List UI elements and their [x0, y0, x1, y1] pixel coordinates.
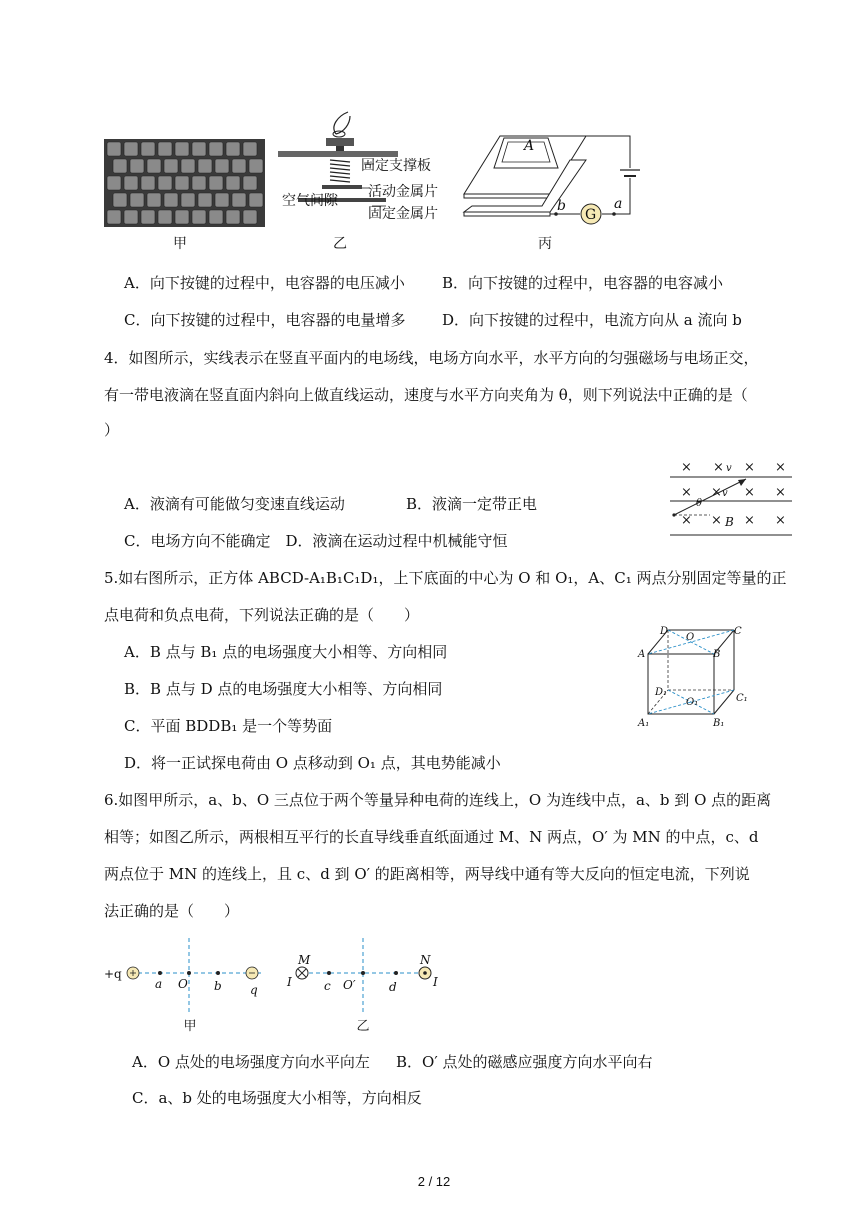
keyboard-photo — [104, 139, 265, 227]
label-jia-q6: 甲 — [183, 1019, 197, 1034]
cube-label-D1: D₁ — [655, 687, 668, 698]
keyboard-key — [175, 210, 189, 224]
keyboard-key — [130, 159, 144, 173]
q5-option-b: B．B 点与 D 点的电场强度大小相等、方向相同 — [124, 680, 443, 698]
keyboard-key — [215, 159, 229, 173]
keyboard-key — [107, 176, 121, 190]
label-b: b — [214, 979, 222, 993]
field-theta-label: θ — [696, 498, 703, 509]
field-v-label-2: v — [722, 488, 728, 499]
q4-stem-3: ） — [104, 421, 120, 439]
label-a: a — [155, 977, 163, 991]
keyboard-key — [147, 193, 161, 207]
field-cross-4: × — [775, 460, 786, 475]
q4-option-b: B．液滴一定带正电 — [406, 495, 538, 513]
keyboard-key — [158, 176, 172, 190]
field-cross-8: × — [775, 485, 786, 500]
field-cross-5: × — [681, 485, 692, 500]
label-movable-plate: 活动金属片 — [368, 184, 438, 200]
q5-stem-1: 5.如右图所示，正方体 ABCD-A₁B₁C₁D₁，上下底面的中心为 O 和 O₁，A、C₁ 两点分别固定等量的正 — [104, 569, 787, 587]
keyboard-key — [164, 193, 178, 207]
label-bing-top: 丙 — [538, 236, 552, 252]
keyboard-key — [181, 159, 195, 173]
keyboard-key — [198, 193, 212, 207]
keyboard-key — [226, 142, 240, 156]
label-yi-top: 乙 — [333, 236, 347, 252]
keyboard-key — [215, 193, 229, 207]
page-number: 2 / 12 — [417, 1174, 451, 1189]
label-M: M — [298, 953, 311, 967]
field-B-label: B — [725, 515, 734, 529]
q6-stem-3: 两点位于 MN 的连线上，且 c、d 到 O′ 的距离相等，两导线中通有等大反向的恒定电流，下列说 — [104, 865, 750, 883]
label-d: d — [389, 980, 397, 994]
cube-label-A: A — [638, 649, 646, 660]
q5-option-d: D．将一正试探电荷由 O 点移动到 O₁ 点，其电势能减小 — [124, 754, 501, 772]
q3-option-c: C．向下按键的过程中，电容器的电量增多 — [124, 311, 406, 329]
q5-stem-2: 点电荷和负点电荷，下列说法正确的是（ ） — [104, 606, 420, 624]
keyboard-key — [158, 142, 172, 156]
label-galvanometer: G — [585, 207, 597, 223]
keyboard-key — [141, 176, 155, 190]
field-cross-3: × — [744, 460, 755, 475]
keyboard-key — [124, 142, 138, 156]
keyboard-key — [124, 210, 138, 224]
label-N: N — [420, 953, 431, 967]
keyboard-key — [226, 176, 240, 190]
keyboard-key — [175, 142, 189, 156]
q4-stem-2: 有一带电液滴在竖直面内斜向上做直线运动，速度与水平方向夹角为 θ，则下列说法中正确的是（ — [104, 386, 748, 404]
q4-option-cd: C．电场方向不能确定 D．液滴在运动过程中机械能守恒 — [124, 532, 508, 550]
label-key-A: A — [524, 138, 535, 154]
cube-label-C: C — [734, 626, 742, 637]
cube-label-B1: B₁ — [713, 718, 725, 729]
keyboard-key — [107, 210, 121, 224]
field-cross-7: × — [744, 485, 755, 500]
cube-label-O: O — [686, 632, 695, 643]
label-support-plate: 固定支撑板 — [361, 158, 431, 174]
keyboard-key — [181, 193, 195, 207]
keyboard-key — [158, 210, 172, 224]
keyboard-key — [113, 159, 127, 173]
label-plus-q: +q — [104, 967, 122, 981]
keyboard-key — [175, 176, 189, 190]
label-yi-q6: 乙 — [356, 1019, 370, 1034]
cube-label-C1: C₁ — [736, 693, 748, 704]
q3-option-a: A．向下按键的过程中，电容器的电压减小 — [124, 274, 405, 292]
keyboard-key — [249, 193, 263, 207]
keyboard-key — [192, 210, 206, 224]
q5-option-a: A．B 点与 B₁ 点的电场强度大小相等、方向相同 — [124, 643, 448, 661]
q4-option-a: A．液滴有可能做匀变速直线运动 — [124, 495, 345, 513]
q6-stem-1: 6.如图甲所示，a、b、O 三点位于两个等量异种电荷的连线上，O 为连线中点，a、b 到 O 点的距离 — [104, 791, 772, 809]
cube-label-O1: O₁ — [686, 697, 699, 708]
keyboard-key — [243, 142, 257, 156]
label-point-a: a — [614, 196, 623, 212]
label-O-prime: O′ — [343, 978, 356, 992]
keyboard-key — [113, 193, 127, 207]
label-fixed-plate: 固定金属片 — [368, 206, 438, 222]
q6-option-c: C．a、b 处的电场强度大小相等，方向相反 — [132, 1089, 422, 1107]
label-minus-q: q — [250, 983, 258, 997]
keyboard-key — [198, 159, 212, 173]
cube-label-B: B — [713, 649, 721, 660]
cube-label-D: D — [660, 626, 669, 637]
q6-option-a: A．O 点处的电场强度方向水平向左 — [132, 1053, 370, 1071]
label-point-b: b — [557, 198, 566, 214]
q3-option-b: B．向下按键的过程中，电容器的电容减小 — [442, 274, 724, 292]
q4-stem-1: 4．如图所示，实线表示在竖直平面内的电场线，电场方向水平，水平方向的匀强磁场与电场正交， — [104, 349, 759, 367]
label-I-left: I — [287, 975, 292, 989]
label-jia-top: 甲 — [173, 236, 187, 252]
keyboard-key — [249, 159, 263, 173]
keyboard-key — [192, 142, 206, 156]
q6-option-b: B．O′ 点处的磁感应强度方向水平向右 — [396, 1053, 653, 1071]
keyboard-key — [243, 176, 257, 190]
q6-stem-2: 相等；如图乙所示，两根相互平行的长直导线垂直纸面通过 M、N 两点，O′ 为 MN 的中点，c、d — [104, 828, 759, 846]
keyboard-key — [232, 159, 246, 173]
keyboard-key — [209, 210, 223, 224]
field-cross-12: × — [775, 513, 786, 528]
label-O-jia: O — [178, 977, 188, 991]
field-cross-6: × — [711, 485, 722, 500]
cube-label-A1: A₁ — [638, 718, 650, 729]
field-cross-11: × — [744, 513, 755, 528]
field-v-label-1: v — [726, 463, 732, 474]
field-cross-10: × — [711, 513, 722, 528]
keyboard-key — [243, 210, 257, 224]
keyboard-key — [141, 142, 155, 156]
field-cross-2: × — [713, 460, 724, 475]
keyboard-key — [124, 176, 138, 190]
label-air-gap: 空气间隙 — [282, 193, 338, 209]
label-c: c — [324, 979, 331, 993]
q5-option-c: C．平面 BDDB₁ 是一个等势面 — [124, 717, 333, 735]
field-cross-9: × — [681, 513, 692, 528]
charges-diagram — [120, 938, 280, 1018]
keyboard-key — [164, 159, 178, 173]
keyboard-key — [226, 210, 240, 224]
label-I-right: I — [433, 975, 438, 989]
field-cross-1: × — [681, 460, 692, 475]
keyboard-key — [107, 142, 121, 156]
keyboard-key — [209, 142, 223, 156]
q6-stem-4: 法正确的是（ ） — [104, 902, 240, 920]
keyboard-key — [141, 210, 155, 224]
keyboard-key — [209, 176, 223, 190]
q3-option-d: D．向下按键的过程中，电流方向从 a 流向 b — [442, 311, 742, 329]
keyboard-key — [130, 193, 144, 207]
keyboard-key — [147, 159, 161, 173]
keyboard-key — [232, 193, 246, 207]
keyboard-key — [192, 176, 206, 190]
